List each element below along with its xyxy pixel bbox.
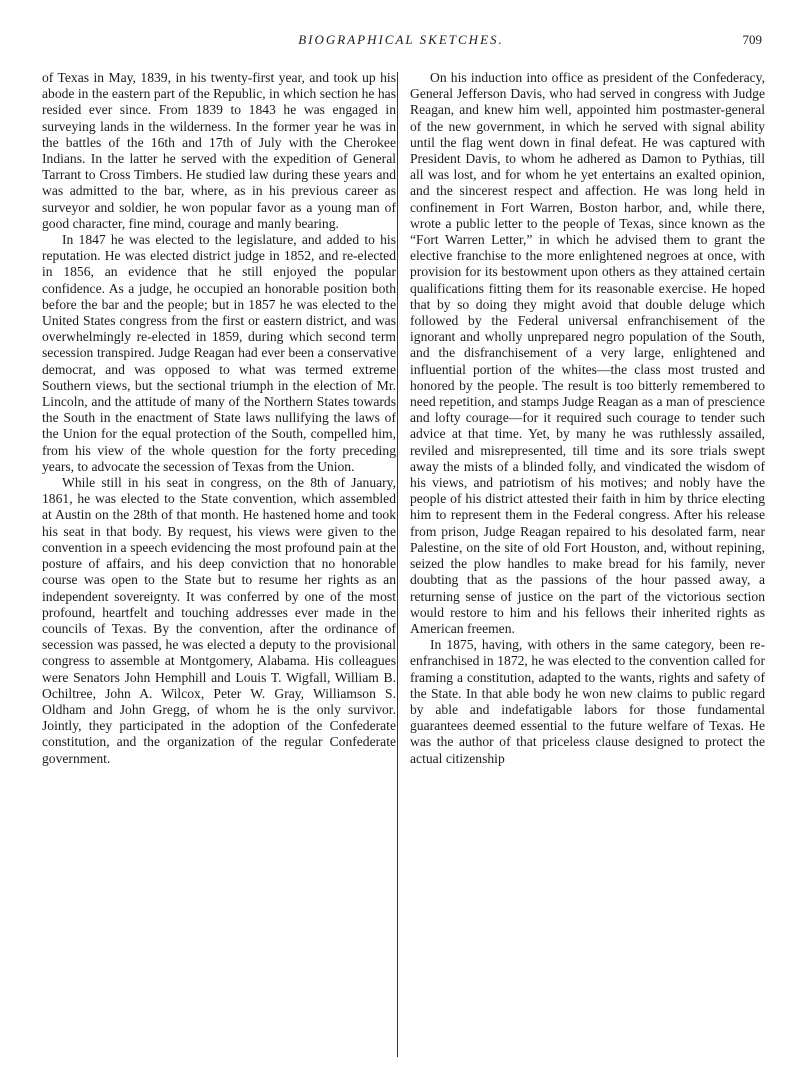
page-number: 709 <box>742 32 762 47</box>
paragraph: On his induction into office as president of the Confederacy, General Jefferson Davis, who had served in congress with Judge Reagan, and knew him well, appointed him postmaster-general of the new government, in which he served with signal ability until the flag went down in final defeat. He was captured with President Davis, to whom he adhered as Damon to Pythias, till all was lost, and for whom he yet entertains an exalted opinion, and the sincerest respect and affection. He was long held in confinement in Fort Warren, Boston harbor, and, while there, wrote a public letter to the people of Texas, since known as the “Fort Warren Letter,” in which he advised them to grant the elective franchise to the more enlightened negroes at once, with provision for its bestowment upon others as they attained certain qualifications fitting them for its reasonable exercise. He hoped that by so doing they might avoid that double deluge which followed by the Federal universal enfranchisement of the ignorant and wholly unprepared negro population of the South, and the disfranchisement of a very large, enlightened and influential portion of the whites—the class most trusted and honored by the people. The result is too bitterly remembered to need repetition, and stamps Judge Reagan as a man of prescience and lofty courage—for it required such courage to tender such advice at that time. Yet, by many he was ruthlessly assailed, reviled and misrepresented, till time and its sore trials swept away the mists of a blinded folly, and vindicated the wisdom of his views, and patriotism of his motives; and nobly have the people of his district attested their faith in him by thrice electing him to represent them in the Federal congress. After his release from prison, Judge Reagan repaired to his desolated farm, near Palestine, on the site of old Fort Houston, and, without repining, seized the plow handles to make bread for his family, never doubting that as the passions of the hour passed away, a returning sense of justice on the part of the victorious section would restore to him and his fellows their inherited rights as American freemen. <box>410 70 765 636</box>
right-column <box>410 70 765 767</box>
paragraph: In 1875, having, with others in the same category, been re-enfranchised in 1872, he was elected to the convention called for framing a constitution, adapted to the wants, rights and safety of the State. In that able body he won new claims to public regard by able and indefatigable labors for those fundamental guarantees deemed essential to the future welfare of Texas. He was the author of that priceless clause designed to protect the actual citizenship <box>410 637 765 766</box>
paragraph: While still in his seat in congress, on the 8th of January, 1861, he was elected to the State convention, which assembled at Austin on the 28th of that month. He hastened home and took his seat in that body. By request, his views were given to the convention in a speech evidencing the most profound pain at the posture of affairs, and his deep conviction that no honorable course was open to the State but to resume her rights as an independent sovereignty. It was conferred by one of the most profound, heartfelt and touching addresses ever made in the councils of Texas. By the convention, after the ordinance of secession was passed, he was elected a deputy to the provisional congress to assemble at Montgomery, Alabama. His colleagues were Senators John Hemphill and Louis T. Wigfall, William B. Ochiltree, John A. Wilcox, Peter W. Gray, Williamson S. Oldham and John Gregg, of whom he is the only survivor. Jointly, they participated in the adoption of the Confederate constitution, and the organization of the regular Confederate government. <box>42 475 396 766</box>
running-title: BIOGRAPHICAL SKETCHES. <box>298 32 504 47</box>
left-column <box>42 70 396 767</box>
paragraph: In 1847 he was elected to the legislature, and added to his reputation. He was elected district judge in 1852, and re-elected in 1856, an evidence that he still enjoyed the popular confidence. As a judge, he occupied an honorable position both before the bar and the people; but in 1857 he was elected to the United States congress from the first or eastern district, and was overwhelmingly re-elected in 1859, during which second term secession transpired. Judge Reagan had ever been a conservative democrat, and was opposed to what was termed extreme Southern views, but the sectional triumph in the election of Mr. Lincoln, and the attitude of many of the Northern States towards the South in the enactment of State laws nullifying the laws of the Union for the equal protection of the South, compelled him, from his view of the whole question for the forty preceding years, to advocate the secession of Texas from the Union. <box>42 232 396 474</box>
running-header <box>40 32 762 52</box>
column-divider <box>397 72 398 1057</box>
paragraph: of Texas in May, 1839, in his twenty-first year, and took up his abode in the eastern part of the Republic, in which section he has resided ever since. From 1839 to 1843 he was engaged in surveying lands in the wilderness. In the former year he was in the battles of the 16th and 17th of July with the Cherokee Indians. In the latter he served with the expedition of General Tarrant to Cross Timbers. He studied law during these years and was admitted to the bar, where, as in his previous career as surveyor and soldier, he won popular favor as a young man of good character, fine mind, courage and manly bearing. <box>42 70 396 231</box>
